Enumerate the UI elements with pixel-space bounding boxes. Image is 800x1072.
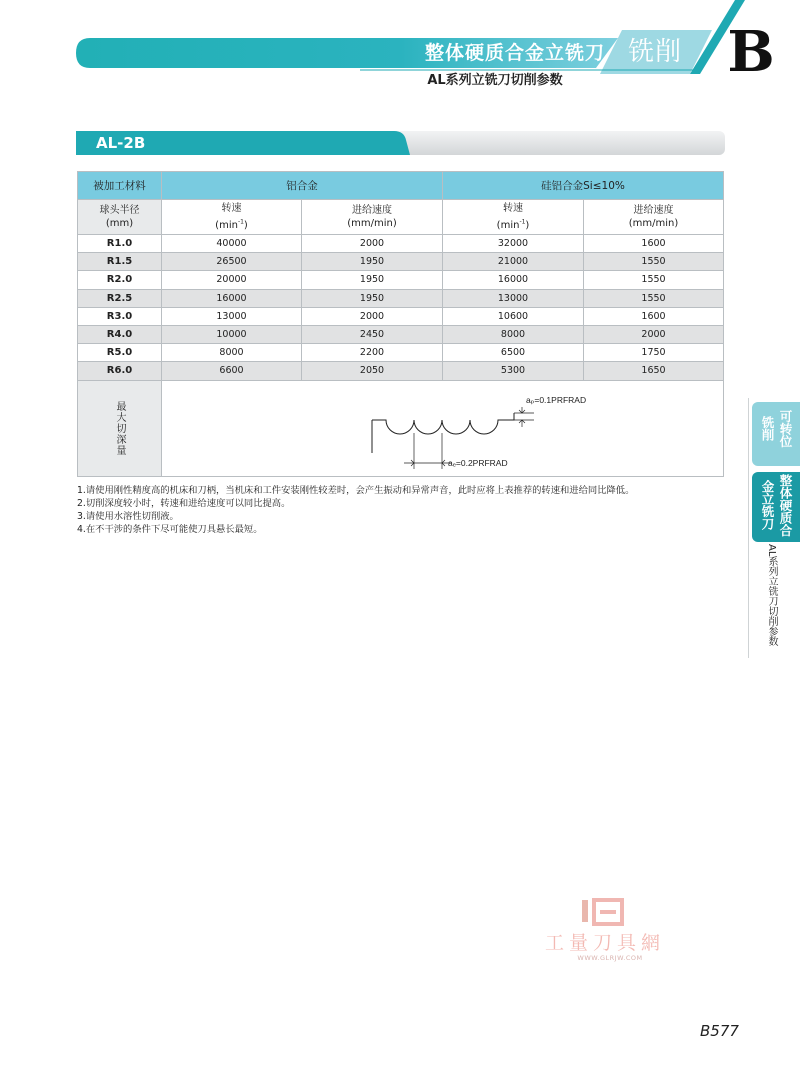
tab-indexable-milling[interactable] [752, 402, 800, 466]
feed-cell: 2000 [302, 307, 443, 325]
speed-cell: 40000 [162, 235, 302, 253]
speed-cell: 10600 [443, 307, 584, 325]
page-number: B577 [700, 1022, 739, 1040]
group-aluminum: 铝合金 [162, 172, 443, 200]
table-subheader-row [78, 200, 724, 235]
table-row [78, 307, 724, 325]
speed-cell: 16000 [443, 271, 584, 289]
radius-cell: R2.0 [78, 271, 162, 289]
watermark-text: 工量刀具網 [544, 932, 665, 954]
speed-label: 转速 [221, 203, 242, 215]
feed-cell: 1550 [584, 289, 724, 307]
table-row [78, 253, 724, 271]
header-title: 整体硬质合金立铣刀 [424, 42, 605, 64]
side-divider [748, 398, 749, 658]
radius-cell: R3.0 [78, 307, 162, 325]
table-row [78, 235, 724, 253]
table-header-row [78, 172, 724, 200]
speed-cell: 13000 [162, 307, 302, 325]
feed-cell: 1950 [302, 253, 443, 271]
feed-header [302, 200, 443, 235]
feed-cell: 1950 [302, 271, 443, 289]
speed-cell: 32000 [443, 235, 584, 253]
table-row [78, 271, 724, 289]
speed-label: 转速 [503, 203, 523, 215]
table-row [78, 325, 724, 343]
ap-label: aₚ=0.1PRFRAD [526, 394, 587, 405]
section-letter: B [727, 19, 775, 85]
feed-unit: (mm/min) [347, 218, 397, 229]
cutting-parameter-table [77, 171, 724, 477]
feed-cell: 2000 [584, 325, 724, 343]
speed-cell: 6500 [443, 344, 584, 362]
watermark-url: WWW.GLRJW.COM [577, 954, 643, 962]
note-item: 4.在不干涉的条件下尽可能使刀具悬长最短。 [77, 524, 263, 535]
side-caption: AL系列立铣刀切削参数 [766, 544, 777, 647]
feed-cell: 1600 [584, 235, 724, 253]
radius-cell: R4.0 [78, 325, 162, 343]
header-subtitle: AL系列立铣刀切削参数 [427, 73, 563, 88]
radius-label: 球头半径 [99, 205, 140, 216]
feed-cell: 2200 [302, 344, 443, 362]
feed-cell: 1650 [584, 362, 724, 380]
radius-header [78, 200, 162, 235]
feed-label: 进给速度 [633, 205, 674, 216]
feed-cell: 1550 [584, 271, 724, 289]
speed-cell: 26500 [162, 253, 302, 271]
table-row [78, 344, 724, 362]
radius-cell: R6.0 [78, 362, 162, 380]
note-item: 2.切削深度较小时，转速和进给速度可以同比提高。 [77, 498, 291, 509]
speed-unit: $(\min^{-1})$ [215, 218, 248, 231]
table-row [78, 289, 724, 307]
speed-header [162, 200, 302, 235]
speed-cell: 16000 [162, 289, 302, 307]
speed-unit: $(\min^{-1})$ [496, 218, 530, 231]
tab-solid-carbide-end-mill[interactable] [752, 472, 800, 542]
feed-header [584, 200, 724, 235]
material-label: 被加工材料 [78, 172, 162, 200]
speed-cell: 8000 [162, 344, 302, 362]
ae-label: aₑ=0.2PRFRAD [448, 457, 508, 468]
radius-cell: R1.5 [78, 253, 162, 271]
cutting-depth-diagram [162, 381, 722, 476]
speed-cell: 13000 [443, 289, 584, 307]
speed-cell: 10000 [162, 325, 302, 343]
depth-label: 最大切深量 [114, 400, 125, 456]
note-item: 3.请使用水溶性切削液。 [77, 511, 179, 522]
feed-label: 进给速度 [352, 205, 392, 216]
tab-label: 金立铣刀 [760, 480, 775, 530]
feed-cell: 2450 [302, 325, 443, 343]
tab-label: 可转位 [778, 410, 793, 448]
speed-cell: 6600 [162, 362, 302, 380]
feed-cell: 1550 [584, 253, 724, 271]
depth-diagram-cell [162, 380, 724, 476]
speed-cell: 5300 [443, 362, 584, 380]
depth-label-cell [78, 380, 162, 476]
group-silicon-aluminum: 硅铝合金Si≤10% [443, 172, 724, 200]
tab-label: 整体硬质合 [778, 474, 793, 537]
speed-cell: 21000 [443, 253, 584, 271]
radius-cell: R2.5 [78, 289, 162, 307]
feed-cell: 1950 [302, 289, 443, 307]
feed-cell: 2050 [302, 362, 443, 380]
radius-unit: (mm) [105, 218, 134, 229]
speed-cell: 20000 [162, 271, 302, 289]
watermark-logo [580, 896, 630, 928]
speed-header [443, 200, 584, 235]
section-label: AL-2B [96, 134, 146, 152]
radius-cell: R1.0 [78, 235, 162, 253]
feed-unit: (mm/min) [628, 218, 679, 229]
feed-cell: 1750 [584, 344, 724, 362]
feed-cell: 2000 [302, 235, 443, 253]
feed-cell: 1600 [584, 307, 724, 325]
speed-cell: 8000 [443, 325, 584, 343]
notes-list [77, 484, 727, 536]
depth-row [78, 380, 724, 476]
radius-cell: R5.0 [78, 344, 162, 362]
header-category: 铣削 [627, 37, 682, 67]
tab-label: 铣削 [760, 416, 775, 441]
note-item: 1.请使用刚性精度高的机床和刀柄，当机床和工件安装刚性较差时，会产生振动和异常声音，此时应将上表推荐的转速和进给同比降低。 [77, 485, 635, 496]
table-row [78, 362, 724, 380]
